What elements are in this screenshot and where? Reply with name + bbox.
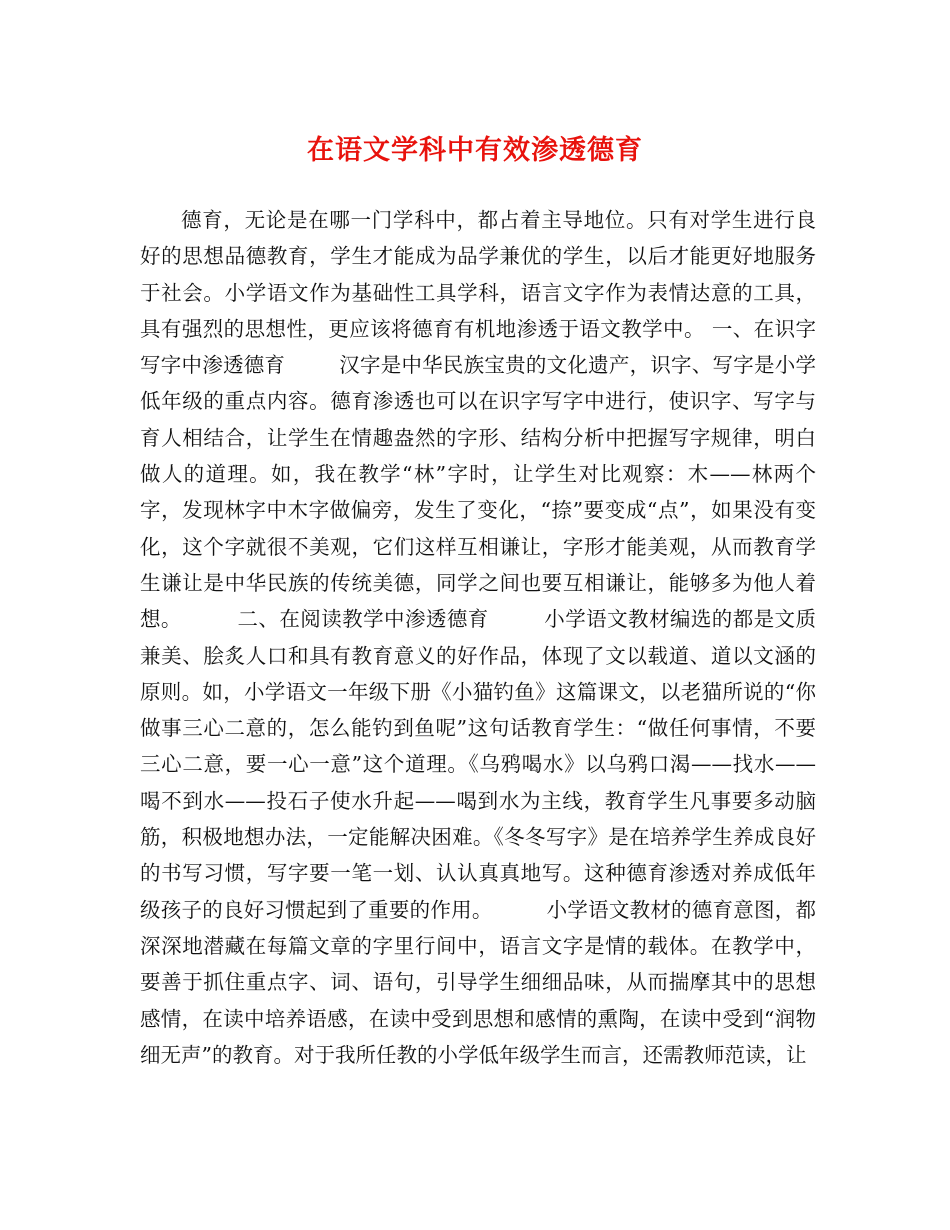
document-title: 在语文学科中有效渗透德育 bbox=[307, 135, 643, 166]
document-body: 德育，无论是在哪一门学科中，都占着主导地位。只有对学生进行良好的思想品德教育，学生才能成为品学兼优的学生，以后才能更好地服务于社会。小学语文作为基础性工具学科，语言文字作为表情达意的工具，具有强烈的思想性，更应该将德育有机地渗透于语文教学中。 一、在识字写字中渗透德育 汉字是中华民族宝贵的文化遗产，识字、写字是小学低年级的重点内容。德育渗透也可以在识字写字中进行，使识字、写字与育人相结合，让学生在情趣盎然的字形、结构分析中把握写字规律，明白做人的道理。如，我在教学“林”字时，让学生对比观察：木——林两个字，发现林字中木字做偏旁，发生了变化，“捺”要变成“点”，如果没有变化，这个字就很不美观，它们这样互相谦让，字形才能美观，从而教育学生谦让是中华民族的传统美德，同学之间也要互相谦让，能够多为他人着想。 二、在阅读教学中渗透德育 小学语文教材编选的都是文质兼美、脍炙人口和具有教育意义的好作品，体现了文以载道、道以文涵的原则。如，小学语文一年级下册《小猫钓鱼》这篇课文，以老猫所说的“你做事三心二意的，怎么能钓到鱼呢”这句话教育学生：“做任何事情，不要三心二意，要一心一意”这个道理。《乌鸦喝水》以乌鸦口渴——找水——喝不到水——投石子使水升起——喝到水为主线，教育学生凡事要多动脑筋，积极地想办法，一定能解决困难。《冬冬写字》是在培养学生养成良好的书写习惯，写字要一笔一划、认认真真地写。这种德育渗透对养成低年级孩子的良好习惯起到了重要的作用。 小学语文教材的德育意图，都深深地潜藏在每篇文章的字里行间中，语言文字是情的载体。在教学中，要善于抓住重点字、词、语句，引导学生细细品味，从而揣摩其中的思想感情，在读中培养语感，在读中受到思想和感情的熏陶，在读中受到“润物细无声”的教育。对于我所任教的小学低年级学生而言，还需教师范读，让 bbox=[140, 208, 816, 1067]
